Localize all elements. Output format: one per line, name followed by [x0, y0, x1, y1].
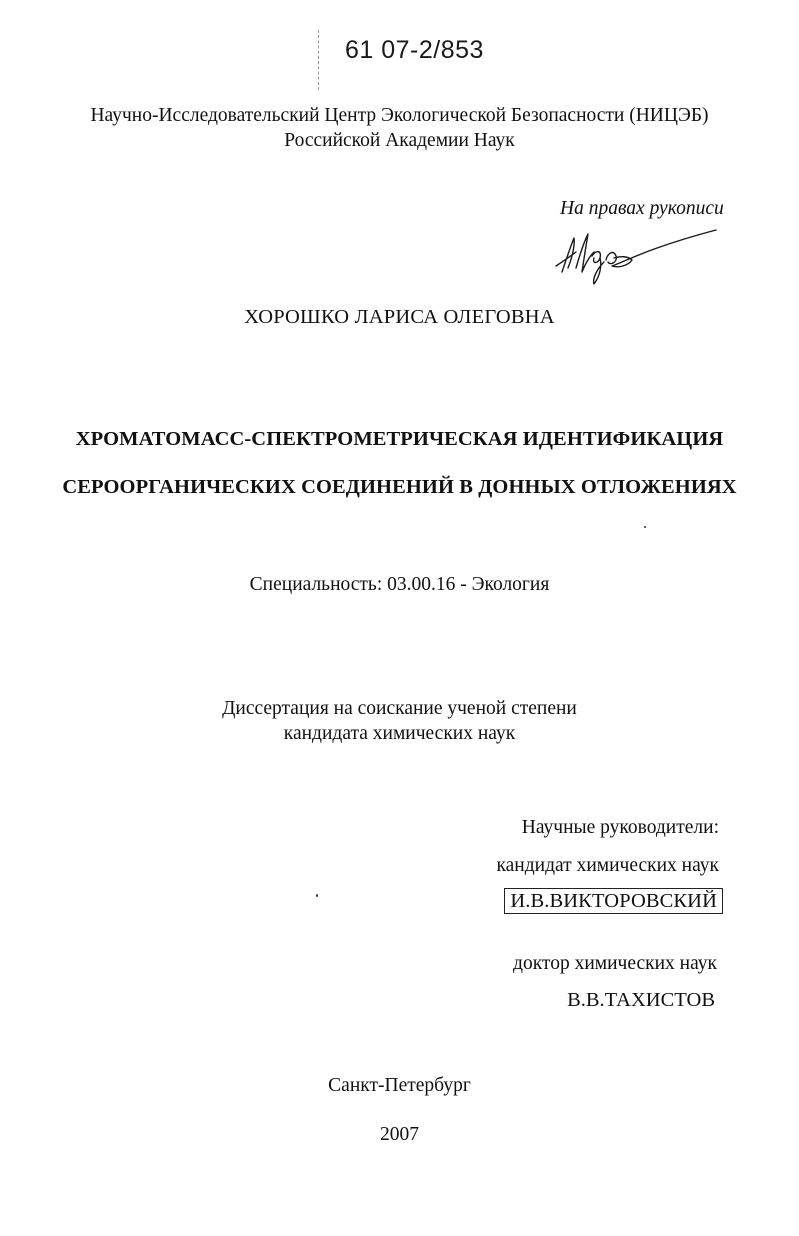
year: 2007	[380, 1124, 419, 1145]
scan-speck	[644, 526, 646, 528]
institution-line-1: Научно-Исследовательский Центр Экологической Безопасности (НИЦЭБ)	[90, 105, 709, 126]
city: Санкт-Петербург	[328, 1075, 471, 1096]
dissertation-title-line-2: СЕРООРГАНИЧЕСКИХ СОЕДИНЕНИЙ В ДОННЫХ ОТЛОЖЕНИЯХ	[62, 476, 737, 498]
dissertation-degree-line-1: Диссертация на соискание ученой степени	[222, 698, 577, 719]
advisor-1-degree: кандидат химических наук	[496, 855, 719, 876]
dissertation-degree-line-2: кандидата химических наук	[283, 723, 516, 744]
dissertation-title-line-1: ХРОМАТОМАСС-СПЕКТРОМЕТРИЧЕСКАЯ ИДЕНТИФИКАЦИЯ	[75, 428, 724, 450]
specialty: Специальность: 03.00.16 - Экология	[249, 574, 550, 595]
advisor-1-name: И.В.ВИКТОРОВСКИЙ	[504, 888, 723, 914]
advisor-2-degree: доктор химических наук	[513, 953, 717, 974]
archive-stamp-divider	[318, 30, 320, 90]
scan-speck	[316, 894, 318, 897]
author-name: ХОРОШКО ЛАРИСА ОЛЕГОВНА	[244, 306, 555, 328]
institution-line-2: Российской Академии Наук	[284, 130, 515, 151]
manuscript-note: На правах рукописи	[560, 198, 724, 219]
advisor-2-name: В.В.ТАХИСТОВ	[567, 989, 715, 1011]
advisors-heading: Научные руководители:	[521, 817, 719, 838]
archive-number: 61 07-2/853	[345, 36, 484, 64]
author-signature	[548, 222, 728, 288]
